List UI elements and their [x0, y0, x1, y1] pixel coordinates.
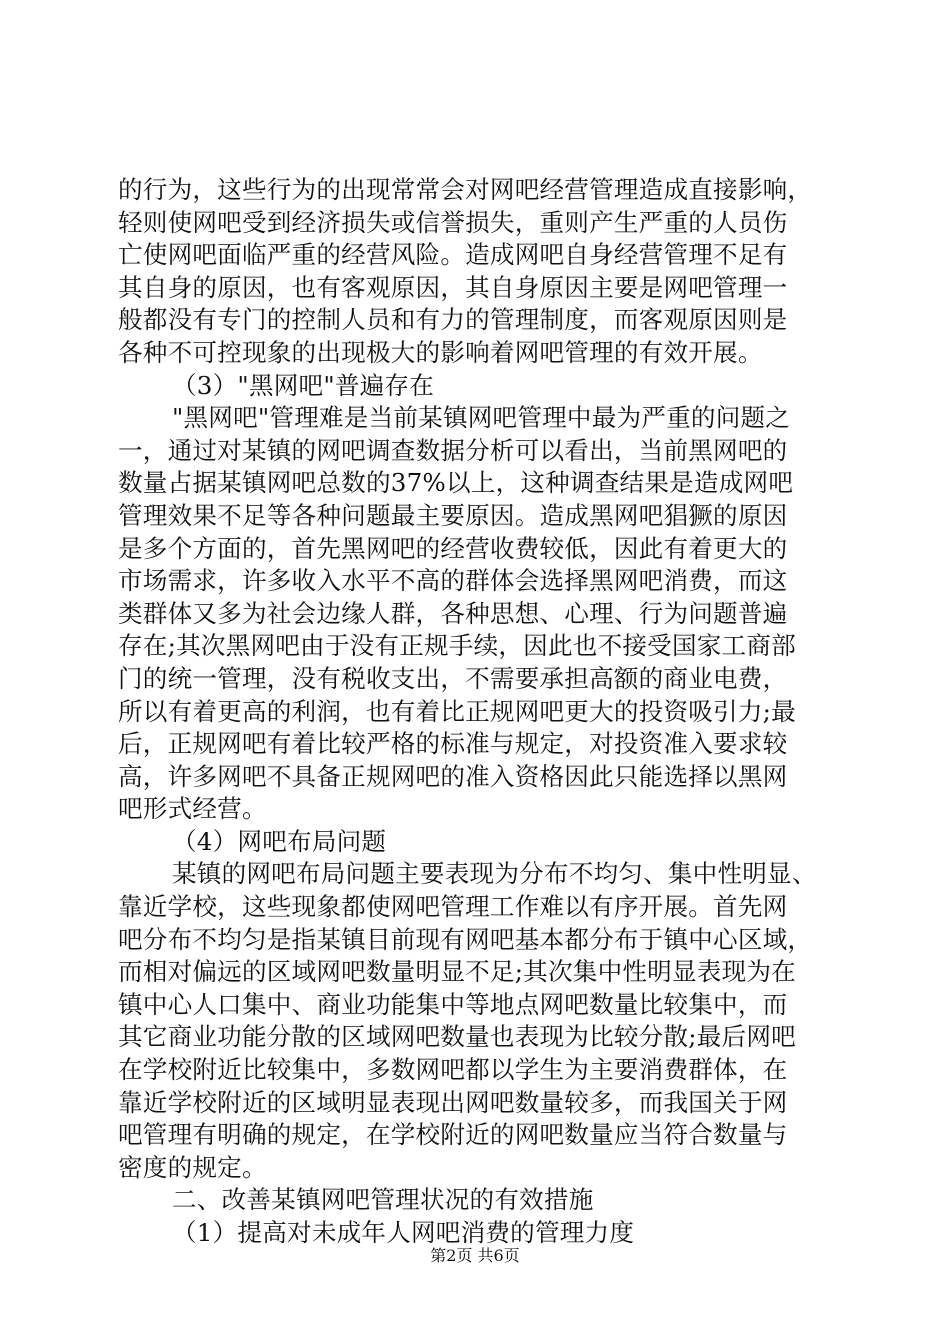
text-line: 存在;其次黑网吧由于没有正规手续，因此也不接受国家工商部: [118, 631, 796, 661]
text-line: 吧分布不均匀是指某镇目前现有网吧基本都分布于镇中心区域，: [118, 924, 813, 954]
text-line: 靠近学校，这些现象都使网吧管理工作难以有序开展。首先网: [118, 892, 788, 922]
text-line: 市场需求，许多收入水平不高的群体会选择黑网吧消费，而这: [118, 566, 788, 596]
text-line: 管理效果不足等各种问题最主要原因。造成黑网吧猖獗的原因: [118, 500, 788, 530]
text-line: 亡使网吧面临严重的经营风险。造成网吧自身经营管理不足有: [118, 240, 788, 270]
text-line: 高，许多网吧不具备正规网吧的准入资格因此只能选择以黑网: [118, 761, 788, 791]
text-line: 所以有着更高的利润，也有着比正规网吧更大的投资吸引力;最: [118, 696, 796, 726]
text-line: 后，正规网吧有着比较严格的标准与规定，对投资准入要求较: [118, 729, 788, 759]
text-line: 靠近学校附近的区域明显表现出网吧数量较多，而我国关于网: [118, 1087, 788, 1117]
page-number-footer: 第2页 共6页: [430, 1246, 520, 1265]
section-heading: （3）"黑网吧"普遍存在: [172, 370, 435, 400]
section-heading: （4）网吧布局问题: [172, 826, 387, 856]
text-line: 门的统一管理，没有税收支出，不需要承担高额的商业电费，: [118, 663, 788, 693]
text-line: 的行为，这些行为的出现常常会对网吧经营管理造成直接影响，: [118, 175, 813, 204]
text-line: 密度的规定。: [118, 1152, 267, 1182]
section-heading: （1）提高对未成年人网吧消费的管理力度: [172, 1218, 635, 1247]
text-line: 其它商业功能分散的区域网吧数量也表现为比较分散;最后网吧: [118, 1022, 796, 1052]
text-line: 吧形式经营。: [118, 794, 267, 824]
text-line: 类群体又多为社会边缘人群，各种思想、心理、行为问题普遍: [118, 598, 788, 628]
text-line: 在学校附近比较集中，多数网吧都以学生为主要消费群体，在: [118, 1055, 788, 1085]
text-line: 一，通过对某镇的网吧调查数据分析可以看出，当前黑网吧的: [118, 435, 788, 465]
text-line: 般都没有专门的控制人员和有力的管理制度，而客观原因则是: [118, 305, 788, 335]
text-line: 各种不可控现象的出现极大的影响着网吧管理的有效开展。: [118, 337, 763, 367]
text-line: 轻则使网吧受到经济损失或信誉损失，重则产生严重的人员伤: [118, 207, 788, 237]
document-body: [118, 174, 834, 1250]
text-line: 吧管理有明确的规定，在学校附近的网吧数量应当符合数量与: [118, 1120, 788, 1150]
chapter-heading: 二、改善某镇网吧管理状况的有效措施: [172, 1185, 594, 1215]
paragraph-start: "黑网吧"管理难是当前某镇网吧管理中最为严重的问题之: [172, 403, 791, 433]
text-line: 是多个方面的，首先黑网吧的经营收费较低，因此有着更大的: [118, 533, 788, 563]
text-line: 镇中心人口集中、商业功能集中等地点网吧数量比较集中，而: [118, 989, 788, 1019]
text-line: 而相对偏远的区域网吧数量明显不足;其次集中性明显表现为在: [118, 957, 796, 987]
text-line: 数量占据某镇网吧总数的37%以上，这种调查结果是造成网吧: [118, 468, 794, 498]
text-line: 其自身的原因，也有客观原因，其自身原因主要是网吧管理一: [118, 272, 788, 302]
paragraph-start: 某镇的网吧布局问题主要表现为分布不均匀、集中性明显、: [172, 859, 817, 889]
